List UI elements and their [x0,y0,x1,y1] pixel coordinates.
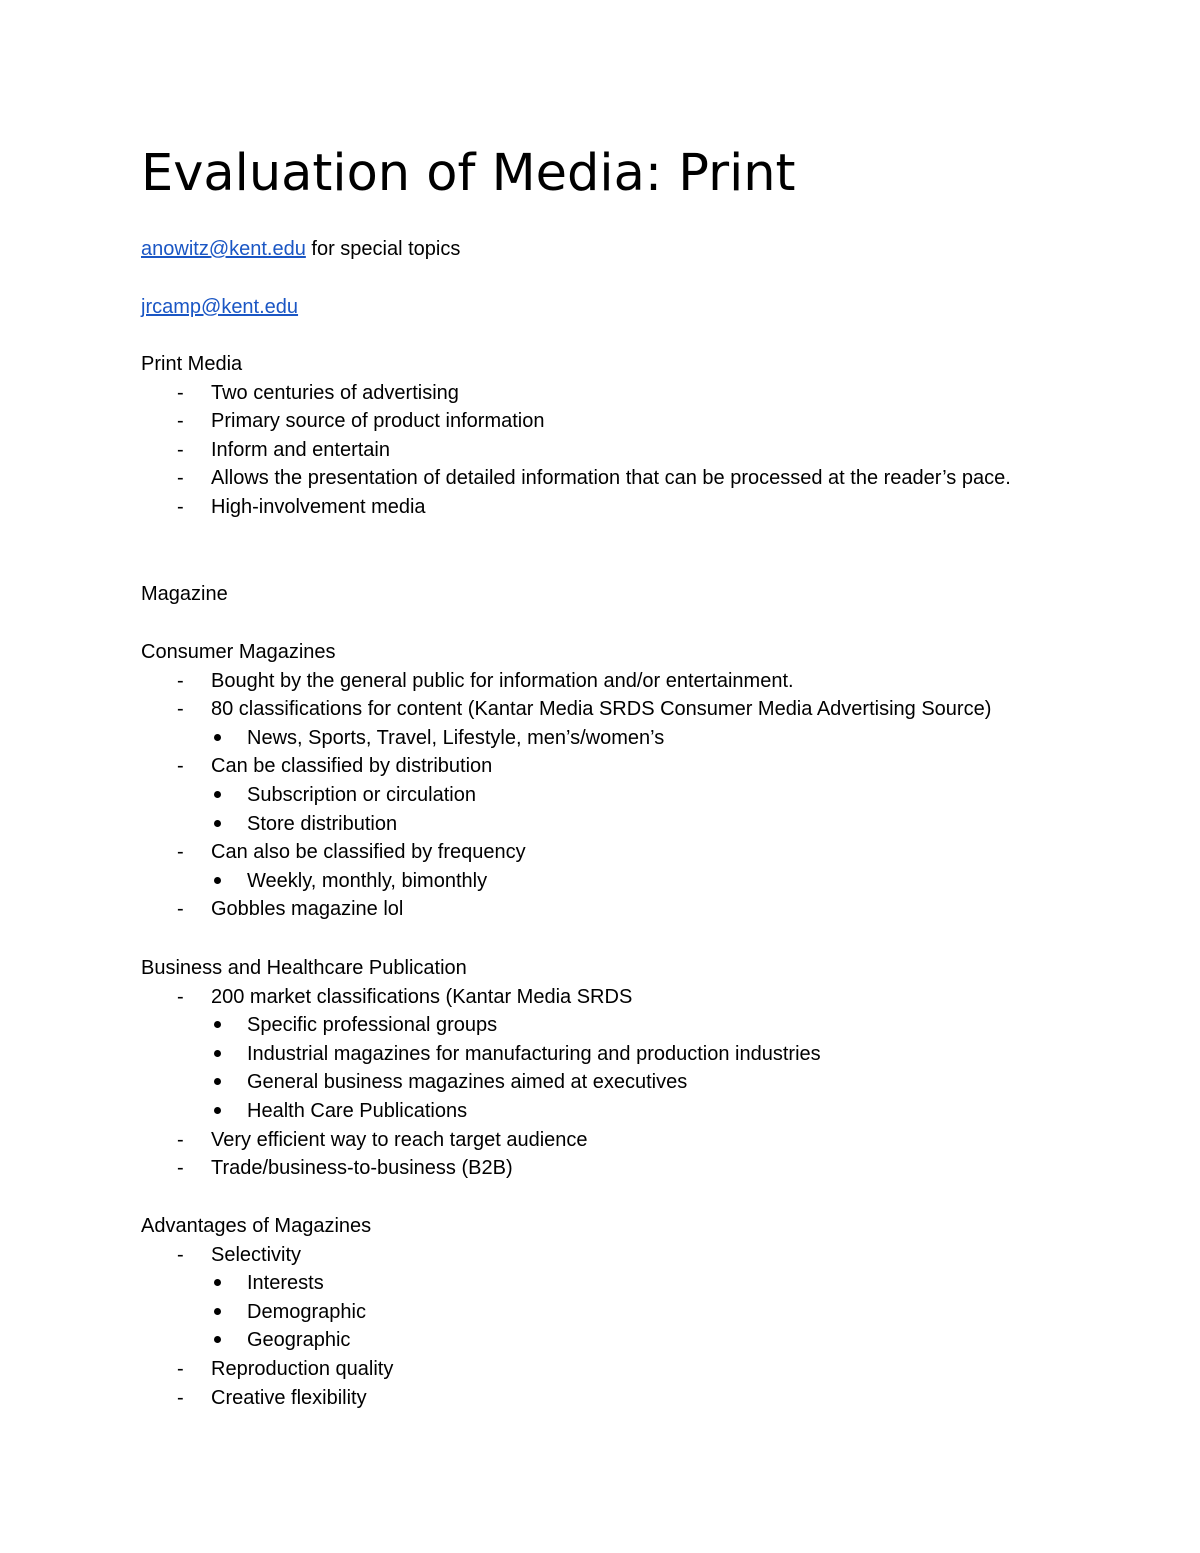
dash-list [141,983,1071,1012]
list-item: - Trade/business-to-business (B2B) [141,1154,1071,1183]
section-heading: Consumer Magazines [141,641,336,663]
list-item: - 200 market classifications (Kantar Media SRDS [141,983,1071,1012]
contact-line-2 [141,293,1071,322]
dash-marker: - [177,841,184,864]
dash-marker: - [177,1357,184,1380]
dash-list [141,752,1071,781]
list-item: - Gobbles magazine lol [141,895,1071,924]
list-item: - Bought by the general public for information and/or entertainment. [141,667,1071,696]
dash-list [141,838,1071,867]
bullet-marker [214,1021,221,1028]
section-print-media [141,350,1071,522]
bullet-marker [214,1107,221,1114]
contact-line-1 [141,235,1071,264]
bullet-marker [214,820,221,827]
dash-marker: - [177,381,184,404]
list-item: - Can also be classified by frequency [141,838,1071,867]
section-advantages [141,1212,1071,1412]
dash-list [141,1355,1071,1412]
bullet-list [141,724,1071,753]
bullet-marker [214,1308,221,1315]
list-item: - Two centuries of advertising [141,379,1071,408]
document-title: Evaluation of Media: Print [141,144,796,203]
dash-marker: - [177,1386,184,1409]
dash-marker: - [177,985,184,1008]
sub-list-item: Geographic [141,1326,1071,1355]
list-item: - 80 classifications for content (Kantar Media SRDS Consumer Media Advertising Source) [141,695,1071,724]
dash-marker: - [177,438,184,461]
list-item: - High-involvement media [141,493,1071,522]
dash-marker: - [177,669,184,692]
section-heading: Magazine [141,583,228,605]
dash-list [141,895,1071,924]
sub-list-item: Subscription or circulation [141,781,1071,810]
dash-list [141,667,1071,724]
dash-marker: - [177,1128,184,1151]
email-link-jrcamp[interactable]: jrcamp@kent.edu [141,296,299,318]
bullet-marker [214,791,221,798]
dash-marker: - [177,755,184,778]
bullet-marker [214,1078,221,1085]
bullet-marker [214,877,221,884]
section-business-healthcare [141,954,1071,1183]
dash-marker: - [177,898,184,921]
dash-list [141,1126,1071,1183]
list-item: - Very efficient way to reach target audience [141,1126,1071,1155]
bullet-marker [214,1336,221,1343]
section-consumer-magazines [141,638,1071,924]
bullet-list [141,867,1071,896]
sub-list-item: Health Care Publications [141,1097,1071,1126]
sub-list-item: News, Sports, Travel, Lifestyle, men’s/women’s [141,724,1071,753]
list-item: - Reproduction quality [141,1355,1071,1384]
dash-marker: - [177,1157,184,1180]
bullet-marker [214,1050,221,1057]
dash-marker: - [177,495,184,518]
bullet-list [141,1269,1071,1355]
list-item: - Selectivity [141,1241,1071,1270]
sub-list-item: Interests [141,1269,1071,1298]
section-heading: Print Media [141,353,243,375]
bullet-list [141,781,1071,838]
section-magazine [141,580,1071,609]
list-item: - Can be classified by distribution [141,752,1071,781]
dash-list [141,379,1071,522]
dash-marker: - [177,698,184,721]
sub-list-item: Weekly, monthly, bimonthly [141,867,1071,896]
bullet-marker [214,1279,221,1286]
list-item: - Primary source of product information [141,407,1071,436]
dash-marker: - [177,1243,184,1266]
list-item: - Inform and entertain [141,436,1071,465]
dash-list [141,1241,1071,1270]
dash-marker: - [177,410,184,433]
list-item: - Allows the presentation of detailed information that can be processed at the reader’s pace. [141,464,1071,493]
section-heading: Advantages of Magazines [141,1215,372,1237]
sub-list-item: Store distribution [141,810,1071,839]
section-heading: Business and Healthcare Publication [141,957,467,979]
list-item: - Creative flexibility [141,1384,1071,1413]
sub-list-item: General business magazines aimed at executives [141,1068,1071,1097]
sub-list-item: Industrial magazines for manufacturing and production industries [141,1040,1071,1069]
bullet-marker [214,734,221,741]
sub-list-item: Specific professional groups [141,1011,1071,1040]
sub-list-item: Demographic [141,1298,1071,1327]
dash-marker: - [177,467,184,490]
contact-note: for special topics [311,238,461,260]
email-link-anowitz[interactable]: anowitz@kent.edu [141,238,306,260]
bullet-list [141,1011,1071,1125]
